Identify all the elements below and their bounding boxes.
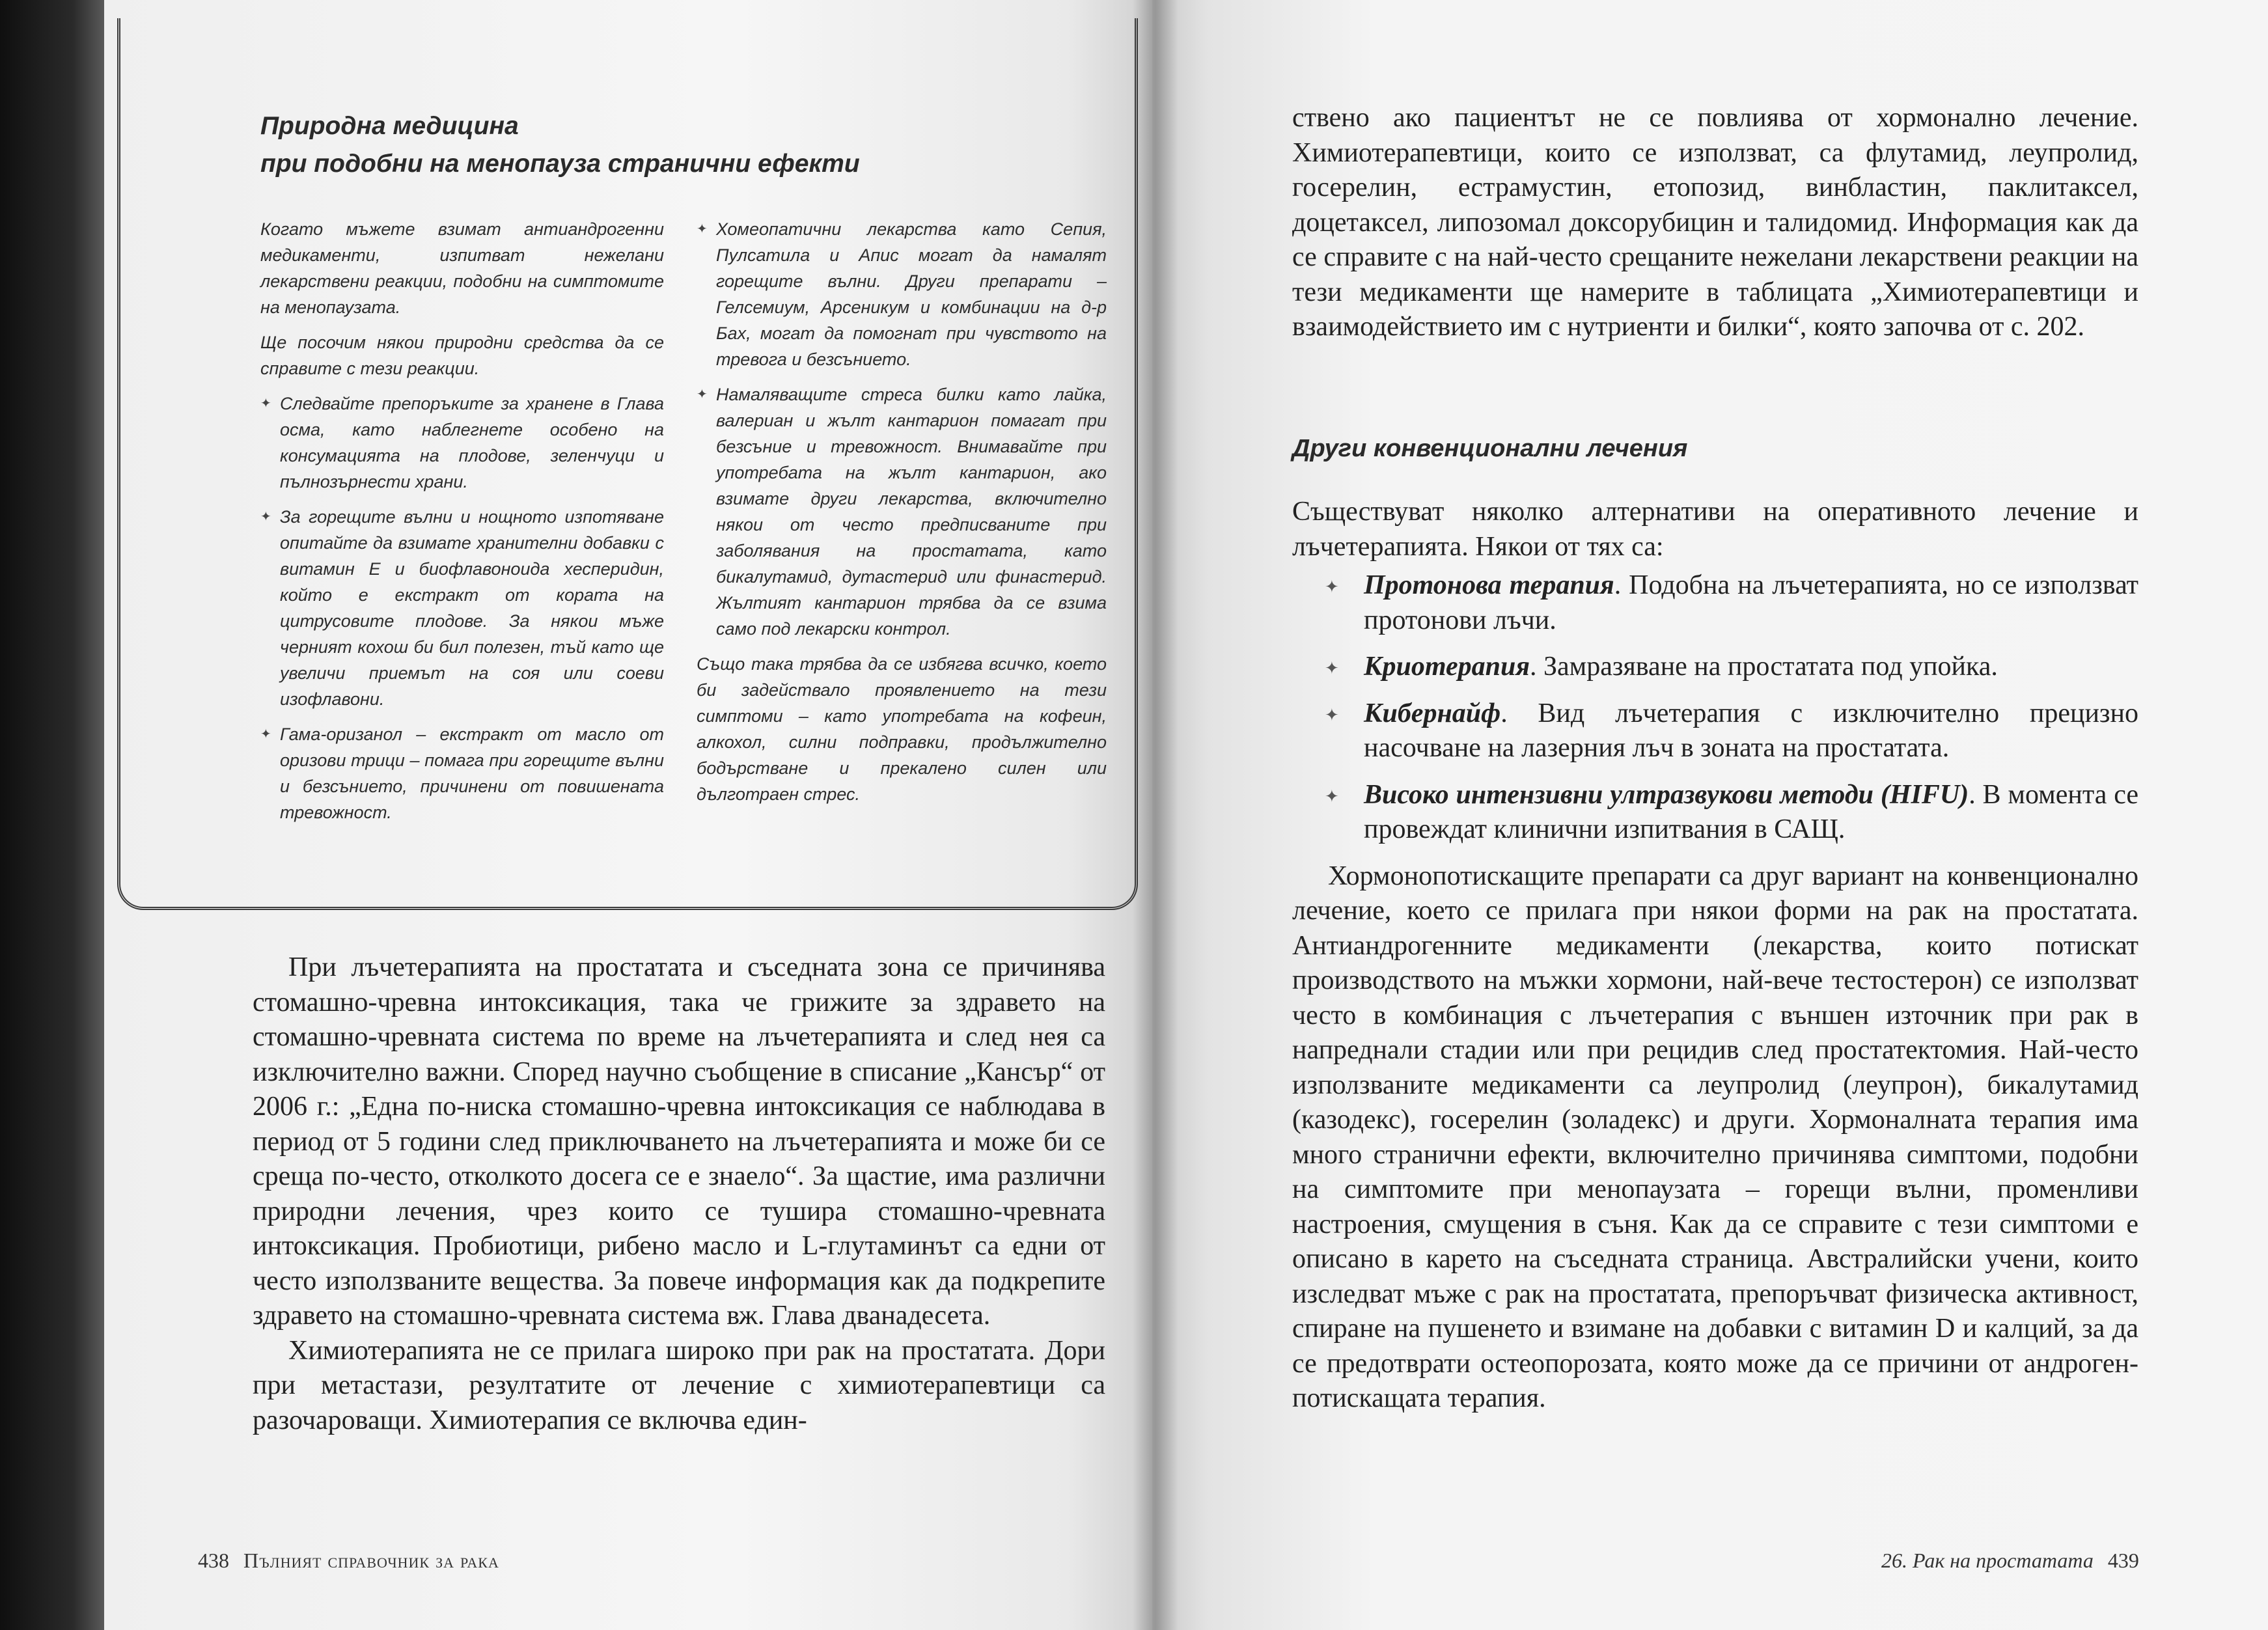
paragraph: Хормонопотискащите препарати са друг вариант на конвенционално лечение, което се прилага при някои форми на рак на простатата. Антиандрогенните медикаменти (лекарства, които потискат производството на мъжки хормони, най-вече тестостерон) се използват често в комбинация с лъчетерапия с външен източник при рак в напреднали стадии или при рецидив след простатектомия. Най-често използваните медикаменти са леупролид (леупрон), бикалутамид (казодекс), госерелин (золадекс) и други. Хормоналната терапия има много странични ефекти, включително причинява симптоми, подобни на симптомите при менопаузата – горещи вълни, променливи настроения, смущения в съня. Как да се справите с тези симптоми е описано в карето на съседната страница. Австралийски учени, които изследват мъже с рак на простатата, препоръчват физическа активност, спиране на пушенето и взимане на добавки с витамин D и калций, за да се предотврати остеопорозата, която може да се причини от андроген-потискащата терапия. <box>1292 861 2138 1413</box>
term-description: . Замразяване на простатата под упойка. <box>1529 652 1998 682</box>
term-description: . Вид лъчетерапия с изключително прецизно насочване на лазерния лъч в зоната на простатата. <box>1364 698 2138 763</box>
sidebar-list-2 <box>697 216 1107 642</box>
term-description: . В момента се провеждат клинични изпитвания в САЩ. <box>1364 779 2138 844</box>
list-item: ✦ За горещите вълни и нощното изпотяване опитайте да взимате хранителни добавки с витамин Е и биофлавоноида хесперидин, който е екстракт от кората на цитрусовите плодове. За някои мъже черният кохош би бил полезен, тъй като ще увеличи приемът на соя или соеви изофлавони. <box>260 504 664 712</box>
paragraph: При лъчетерапията на простатата и съседната зона се причинява стомашно-чревна интоксикация, така че грижите за здравето на стомашно-чревната система по време на лъчетерапията и след нея са изключително важни. Според научно съобщение в списание „Кансър“ от 2006 г.: „Една по-ниска стомашно-чревна интоксикация се наблюдава в период от 5 години след приключването на лъчетерапията и може би се среща по-често, отколкото досега се е знаело“. За щастие, има различни природни лечения, чрез които се тушира стомашно-чревната интоксикация. Пробиотици, рибено масло и L-глутаминът са едни от често използваните вещества. За повече информация как да подкрепите здравето на стомашно-чревната система вж. Глава дванадесета. <box>253 952 1105 1331</box>
list-item <box>1292 650 2138 685</box>
sidebar-intro-2: Ще посочим някои природни средства да се справите с тези реакции. <box>260 333 664 378</box>
sidebar-title <box>260 107 1107 183</box>
list-item <box>1292 568 2138 638</box>
right-body-top <box>1292 101 2138 345</box>
sidebar-intro-1: Когато мъжете взимат антиандрогенни медикаменти, изпитват нежелани лекарствени реакции, подобни на симптомите на менопаузата. <box>260 219 664 317</box>
book-gutter <box>1133 0 1178 1630</box>
list-item: ✦ Намаляващите стреса билки като лайка, валериан и жълт кантарион помагат при безсъние и тревожност. Внимавайте при употребата на жълт кантарион, ако взимате други лекарства, включително някои от често предписваните при заболявания на простатата, като бикалутамид, дутастерид или финастерид. Жълтият кантарион трябва да се взима само под лекарски контрол. <box>697 381 1107 642</box>
paragraph: Съществуват няколко алтернативи на оперативното лечение и лъчетерапията. Някои от тях са: <box>1292 497 2138 562</box>
term: Криотерапия <box>1364 652 1530 682</box>
list-item <box>1292 697 2138 766</box>
section-heading: Други конвенционални лечения <box>1292 435 1688 462</box>
term: Протонова терапия <box>1364 570 1614 600</box>
alternatives-list <box>1292 568 2138 848</box>
sidebar-column-2 <box>697 216 1107 816</box>
right-body-bottom <box>1292 495 2138 1416</box>
list-item: ✦ Гама-оризанол – екстракт от масло от оризови трици – помага при горещите вълни и безсънието, причинени от повишената тревожност. <box>260 721 664 825</box>
left-footer <box>189 1549 499 1573</box>
list-item <box>1292 778 2138 848</box>
left-body-text <box>253 950 1105 1438</box>
paragraph: Химиотерапията не се прилага широко при рак на простатата. Дори при метастази, резултатите от лечение с химиотерапевтици са разочароващи. Химиотерапия се включва един- <box>253 1335 1105 1435</box>
sidebar-column-1 <box>260 216 664 835</box>
list-item: ✦ Хомеопатични лекарства като Сепия, Пулсатила и Апис могат да намалят горещите вълни. Други препарати – Гелсемиум, Арсеникум и комбинации на д-р Бах, могат да помогнат при чувството на тревога и безсънието. <box>697 216 1107 372</box>
page-number: 438 <box>198 1549 229 1572</box>
right-footer <box>1881 1549 2148 1573</box>
term: Кибернайф <box>1364 698 1501 728</box>
sidebar-title-line2: при подобни на менопауза странични ефекти <box>260 150 860 178</box>
term-description: . Подобна на лъчетерапията, но се използват протонови лъчи. <box>1364 570 2138 635</box>
running-title: Пълният справочник за рака <box>243 1549 499 1572</box>
list-item: ✦ Следвайте препоръките за хранене в Глава осма, като наблегнете особено на консумацията на плодове, зеленчуци и пълнозърнести храни. <box>260 391 664 495</box>
term: Високо интензивни ултразвукови методи (HIFU) <box>1364 779 1969 810</box>
sidebar-title-line1: Природна медицина <box>260 112 519 140</box>
paragraph: ствено ако пациентът не се повлиява от хормонално лечение. Химиотерапевтици, които се използват, са флутамид, леупролид, госерелин, естрамустин, етопозид, винбластин, паклитаксел, доцетаксел, липозомал доксорубицин и талидомид. Информация как да се справите с на най-често срещаните нежелани лекарствени реакции на тези медикаменти ще намерите в таблицата „Химиотерапевтици и взаимодействието им с нутриенти и билки“, която започва от с. 202. <box>1292 103 2138 342</box>
sidebar-list-1 <box>260 391 664 825</box>
sidebar-outro: Също така трябва да се избягва всичко, което би задействало проявлението на тези симптоми – като употребата на кофеин, алкохол, силни подправки, продължително бодърстване и прекалено силен или дълготраен стрес. <box>697 654 1107 804</box>
scan-edge <box>0 0 104 1630</box>
running-title: 26. Рак на простатата <box>1881 1549 2094 1572</box>
page-number: 439 <box>2107 1549 2139 1572</box>
